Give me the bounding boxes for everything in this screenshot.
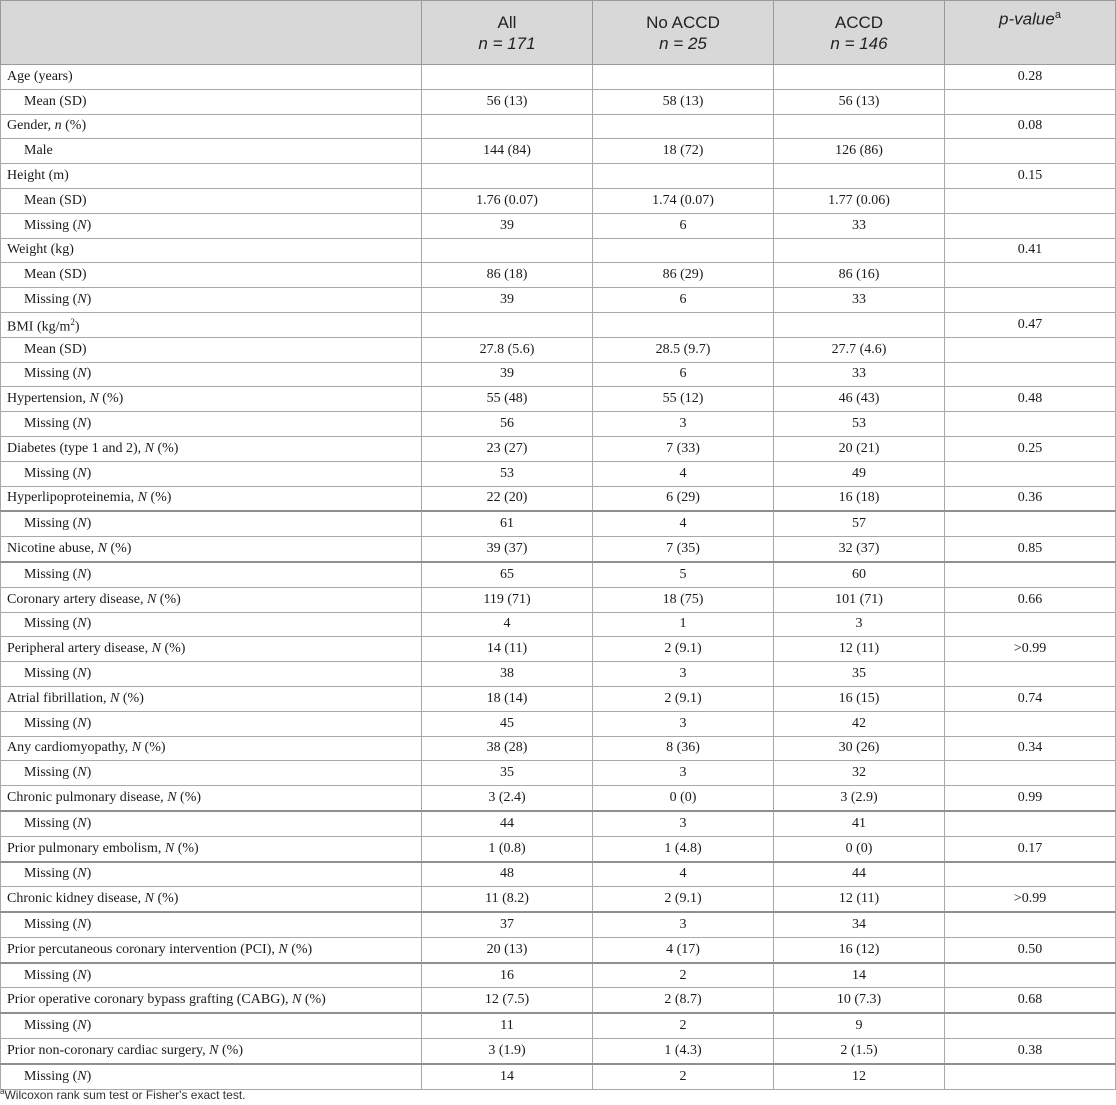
cell-all: 14 xyxy=(422,1064,593,1089)
cell-no-accd: 3 xyxy=(593,711,774,736)
cell-accd xyxy=(774,238,945,263)
header-no-accd-label: No ACCD xyxy=(646,12,720,32)
row-label: Missing (N) xyxy=(1,1064,422,1089)
table-row xyxy=(1,263,1116,288)
table-row xyxy=(1,337,1116,362)
cell-no-accd: 2 xyxy=(593,1013,774,1038)
cell-no-accd: 2 (9.1) xyxy=(593,887,774,912)
cell-accd xyxy=(774,114,945,139)
row-label: Male xyxy=(1,139,422,164)
cell-no-accd: 3 xyxy=(593,412,774,437)
cell-all: 53 xyxy=(422,461,593,486)
row-label: Missing (N) xyxy=(1,213,422,238)
cell-p-value xyxy=(945,337,1116,362)
cell-accd: 30 (26) xyxy=(774,736,945,761)
row-label: Mean (SD) xyxy=(1,337,422,362)
row-label: Missing (N) xyxy=(1,288,422,313)
cell-p-value xyxy=(945,711,1116,736)
cell-accd: 56 (13) xyxy=(774,89,945,114)
row-label: Chronic pulmonary disease, N (%) xyxy=(1,786,422,811)
cell-all xyxy=(422,312,593,337)
cell-all: 48 xyxy=(422,862,593,887)
cell-accd: 2 (1.5) xyxy=(774,1039,945,1064)
cell-accd: 32 xyxy=(774,761,945,786)
table-row xyxy=(1,1064,1116,1089)
cell-no-accd: 6 (29) xyxy=(593,486,774,511)
row-label: Missing (N) xyxy=(1,761,422,786)
cell-p-value xyxy=(945,263,1116,288)
cell-p-value xyxy=(945,139,1116,164)
cell-all: 55 (48) xyxy=(422,387,593,412)
cell-p-value: 0.85 xyxy=(945,537,1116,562)
header-p-mark: a xyxy=(1054,9,1061,21)
row-label: Prior non-coronary cardiac surgery, N (%) xyxy=(1,1039,422,1064)
table-row xyxy=(1,587,1116,612)
cell-accd: 35 xyxy=(774,662,945,687)
row-label: Missing (N) xyxy=(1,461,422,486)
cell-no-accd xyxy=(593,312,774,337)
table-row xyxy=(1,461,1116,486)
table-row xyxy=(1,736,1116,761)
cell-accd: 86 (16) xyxy=(774,263,945,288)
row-label: Missing (N) xyxy=(1,612,422,637)
row-label: Missing (N) xyxy=(1,412,422,437)
row-label: Missing (N) xyxy=(1,511,422,536)
cell-accd: 57 xyxy=(774,511,945,536)
cell-p-value xyxy=(945,461,1116,486)
table-row xyxy=(1,114,1116,139)
cell-no-accd xyxy=(593,65,774,90)
row-label: Prior percutaneous coronary intervention (PCI), N (%) xyxy=(1,937,422,962)
cell-all: 23 (27) xyxy=(422,436,593,461)
cell-accd: 20 (21) xyxy=(774,436,945,461)
cell-no-accd: 7 (35) xyxy=(593,537,774,562)
cell-no-accd: 58 (13) xyxy=(593,89,774,114)
cell-p-value xyxy=(945,912,1116,937)
cell-no-accd: 2 (9.1) xyxy=(593,637,774,662)
row-label: Missing (N) xyxy=(1,711,422,736)
cell-accd: 49 xyxy=(774,461,945,486)
cell-no-accd: 5 xyxy=(593,562,774,587)
cell-accd: 12 (11) xyxy=(774,637,945,662)
cell-all: 3 (2.4) xyxy=(422,786,593,811)
header-all-label: All xyxy=(497,12,517,32)
cell-p-value: >0.99 xyxy=(945,887,1116,912)
cell-p-value: 0.68 xyxy=(945,988,1116,1013)
table-row xyxy=(1,963,1116,988)
cell-no-accd: 3 xyxy=(593,761,774,786)
cell-accd: 0 (0) xyxy=(774,836,945,861)
cell-p-value xyxy=(945,511,1116,536)
cell-accd: 12 (11) xyxy=(774,887,945,912)
cell-accd: 12 xyxy=(774,1064,945,1089)
cell-accd xyxy=(774,164,945,189)
table-row xyxy=(1,988,1116,1013)
table-row xyxy=(1,786,1116,811)
cell-no-accd: 2 xyxy=(593,1064,774,1089)
cell-no-accd: 4 xyxy=(593,461,774,486)
row-label: Prior operative coronary bypass grafting (CABG), N (%) xyxy=(1,988,422,1013)
table-header-row xyxy=(1,1,1116,65)
row-label: Missing (N) xyxy=(1,811,422,836)
cell-no-accd: 6 xyxy=(593,213,774,238)
cell-no-accd: 6 xyxy=(593,288,774,313)
cell-accd: 33 xyxy=(774,288,945,313)
cell-accd: 60 xyxy=(774,562,945,587)
header-accd-label: ACCD xyxy=(834,12,884,32)
cell-all: 14 (11) xyxy=(422,637,593,662)
row-label: Prior pulmonary embolism, N (%) xyxy=(1,836,422,861)
cell-all: 18 (14) xyxy=(422,686,593,711)
cell-no-accd: 3 xyxy=(593,662,774,687)
table-row xyxy=(1,511,1116,536)
cell-accd xyxy=(774,65,945,90)
cell-all: 20 (13) xyxy=(422,937,593,962)
table-row xyxy=(1,1013,1116,1038)
cell-p-value: 0.48 xyxy=(945,387,1116,412)
table-row xyxy=(1,89,1116,114)
cell-all: 27.8 (5.6) xyxy=(422,337,593,362)
table-row xyxy=(1,912,1116,937)
header-accd xyxy=(774,1,945,65)
cell-p-value: >0.99 xyxy=(945,637,1116,662)
table-row xyxy=(1,612,1116,637)
cell-no-accd xyxy=(593,114,774,139)
cell-no-accd: 1.74 (0.07) xyxy=(593,188,774,213)
cell-p-value xyxy=(945,362,1116,387)
cell-all: 61 xyxy=(422,511,593,536)
cell-p-value xyxy=(945,412,1116,437)
cell-accd: 9 xyxy=(774,1013,945,1038)
cell-accd: 101 (71) xyxy=(774,587,945,612)
row-label: Gender, n (%) xyxy=(1,114,422,139)
footnote-text: Wilcoxon rank sum test or Fisher's exact test. xyxy=(4,1088,246,1102)
cell-p-value xyxy=(945,288,1116,313)
row-label: Hypertension, N (%) xyxy=(1,387,422,412)
table-row xyxy=(1,637,1116,662)
cell-all: 144 (84) xyxy=(422,139,593,164)
cell-p-value: 0.41 xyxy=(945,238,1116,263)
cell-p-value: 0.08 xyxy=(945,114,1116,139)
cell-p-value: 0.47 xyxy=(945,312,1116,337)
cell-no-accd: 8 (36) xyxy=(593,736,774,761)
cell-accd: 34 xyxy=(774,912,945,937)
cell-accd: 14 xyxy=(774,963,945,988)
cell-all: 38 (28) xyxy=(422,736,593,761)
table-row xyxy=(1,139,1116,164)
cell-all: 11 xyxy=(422,1013,593,1038)
cell-all xyxy=(422,238,593,263)
cell-all: 65 xyxy=(422,562,593,587)
header-variable xyxy=(1,1,422,65)
table-row xyxy=(1,537,1116,562)
cell-no-accd: 86 (29) xyxy=(593,263,774,288)
table-row xyxy=(1,1039,1116,1064)
cell-no-accd: 4 (17) xyxy=(593,937,774,962)
row-label: Weight (kg) xyxy=(1,238,422,263)
cell-all: 4 xyxy=(422,612,593,637)
cell-no-accd: 4 xyxy=(593,511,774,536)
table-row xyxy=(1,436,1116,461)
cell-no-accd: 0 (0) xyxy=(593,786,774,811)
cell-all: 39 xyxy=(422,362,593,387)
cell-all: 119 (71) xyxy=(422,587,593,612)
cell-all: 56 (13) xyxy=(422,89,593,114)
cell-all: 38 xyxy=(422,662,593,687)
header-all-n: n = 171 xyxy=(478,33,536,53)
cell-accd: 44 xyxy=(774,862,945,887)
table-row xyxy=(1,711,1116,736)
cell-all: 39 xyxy=(422,288,593,313)
cell-accd: 42 xyxy=(774,711,945,736)
cell-accd: 16 (15) xyxy=(774,686,945,711)
cell-all xyxy=(422,114,593,139)
table-row xyxy=(1,562,1116,587)
row-label: Missing (N) xyxy=(1,662,422,687)
cell-p-value: 0.25 xyxy=(945,436,1116,461)
row-label: Diabetes (type 1 and 2), N (%) xyxy=(1,436,422,461)
header-p-value xyxy=(945,1,1116,65)
cell-p-value xyxy=(945,612,1116,637)
table-row xyxy=(1,213,1116,238)
cell-no-accd: 4 xyxy=(593,862,774,887)
cell-accd: 3 (2.9) xyxy=(774,786,945,811)
cell-all: 16 xyxy=(422,963,593,988)
table-row xyxy=(1,761,1116,786)
cell-no-accd: 18 (75) xyxy=(593,587,774,612)
cell-p-value: 0.17 xyxy=(945,836,1116,861)
cell-accd: 10 (7.3) xyxy=(774,988,945,1013)
cell-p-value xyxy=(945,213,1116,238)
table-row xyxy=(1,312,1116,337)
cell-no-accd xyxy=(593,164,774,189)
cell-p-value xyxy=(945,1064,1116,1089)
cell-all: 35 xyxy=(422,761,593,786)
cell-all: 1 (0.8) xyxy=(422,836,593,861)
cell-accd: 16 (18) xyxy=(774,486,945,511)
row-label: Missing (N) xyxy=(1,912,422,937)
cell-no-accd: 7 (33) xyxy=(593,436,774,461)
cell-accd: 33 xyxy=(774,213,945,238)
cell-no-accd: 3 xyxy=(593,811,774,836)
cell-p-value: 0.99 xyxy=(945,786,1116,811)
cell-accd xyxy=(774,312,945,337)
cell-all: 39 xyxy=(422,213,593,238)
table-row xyxy=(1,811,1116,836)
cell-all xyxy=(422,65,593,90)
cell-p-value: 0.38 xyxy=(945,1039,1116,1064)
cell-accd: 41 xyxy=(774,811,945,836)
cell-no-accd: 6 xyxy=(593,362,774,387)
cell-p-value xyxy=(945,562,1116,587)
cell-p-value: 0.66 xyxy=(945,587,1116,612)
table-row xyxy=(1,188,1116,213)
cell-no-accd: 2 (9.1) xyxy=(593,686,774,711)
table-row xyxy=(1,238,1116,263)
table-row xyxy=(1,362,1116,387)
row-label: BMI $(kg/m^2)$ xyxy=(1,312,422,337)
table-row xyxy=(1,836,1116,861)
table-body xyxy=(1,65,1116,1090)
row-label: Missing (N) xyxy=(1,362,422,387)
cell-all: 56 xyxy=(422,412,593,437)
cell-all: 45 xyxy=(422,711,593,736)
cell-p-value xyxy=(945,188,1116,213)
header-no-accd-n: n = 25 xyxy=(659,33,707,53)
row-label: Coronary artery disease, N (%) xyxy=(1,587,422,612)
header-no-accd xyxy=(593,1,774,65)
cell-all: 1.76 (0.07) xyxy=(422,188,593,213)
cell-accd: 53 xyxy=(774,412,945,437)
row-label: Mean (SD) xyxy=(1,89,422,114)
cell-p-value xyxy=(945,662,1116,687)
cell-all xyxy=(422,164,593,189)
table-row xyxy=(1,412,1116,437)
row-label: Atrial fibrillation, N (%) xyxy=(1,686,422,711)
header-accd-n: n = 146 xyxy=(830,33,888,53)
row-label: Mean (SD) xyxy=(1,263,422,288)
cell-p-value xyxy=(945,963,1116,988)
table-row xyxy=(1,65,1116,90)
cell-all: 44 xyxy=(422,811,593,836)
cell-p-value: 0.34 xyxy=(945,736,1116,761)
cell-no-accd: 1 (4.8) xyxy=(593,836,774,861)
cell-p-value: 0.15 xyxy=(945,164,1116,189)
cell-accd: 3 xyxy=(774,612,945,637)
cell-accd: 33 xyxy=(774,362,945,387)
cell-all: 12 (7.5) xyxy=(422,988,593,1013)
cell-no-accd: 1 xyxy=(593,612,774,637)
row-label: Mean (SD) xyxy=(1,188,422,213)
footnote xyxy=(0,1087,245,1102)
cell-accd: 16 (12) xyxy=(774,937,945,962)
table-row xyxy=(1,862,1116,887)
row-label: Nicotine abuse, N (%) xyxy=(1,537,422,562)
cell-p-value: 0.74 xyxy=(945,686,1116,711)
cell-p-value xyxy=(945,761,1116,786)
cell-p-value: 0.28 xyxy=(945,65,1116,90)
cell-all: 39 (37) xyxy=(422,537,593,562)
cell-accd: 46 (43) xyxy=(774,387,945,412)
cell-no-accd: 2 (8.7) xyxy=(593,988,774,1013)
cell-p-value xyxy=(945,1013,1116,1038)
cell-all: 11 (8.2) xyxy=(422,887,593,912)
cell-all: 22 (20) xyxy=(422,486,593,511)
cell-accd: 126 (86) xyxy=(774,139,945,164)
header-p-label: p-value xyxy=(999,9,1055,29)
header-all xyxy=(422,1,593,65)
cell-no-accd: 28.5 (9.7) xyxy=(593,337,774,362)
cell-p-value: 0.36 xyxy=(945,486,1116,511)
cell-no-accd: 3 xyxy=(593,912,774,937)
cell-no-accd: 55 (12) xyxy=(593,387,774,412)
cell-no-accd: 2 xyxy=(593,963,774,988)
footnote-mark: a xyxy=(0,1087,5,1096)
table-row xyxy=(1,387,1116,412)
cell-all: 37 xyxy=(422,912,593,937)
row-label: Chronic kidney disease, N (%) xyxy=(1,887,422,912)
table-row xyxy=(1,486,1116,511)
table-row xyxy=(1,887,1116,912)
cell-accd: 1.77 (0.06) xyxy=(774,188,945,213)
cell-p-value xyxy=(945,862,1116,887)
table-row xyxy=(1,686,1116,711)
table-row xyxy=(1,164,1116,189)
cell-accd: 32 (37) xyxy=(774,537,945,562)
row-label: Missing (N) xyxy=(1,963,422,988)
cell-no-accd: 18 (72) xyxy=(593,139,774,164)
cell-p-value: 0.50 xyxy=(945,937,1116,962)
cell-p-value xyxy=(945,811,1116,836)
row-label: Missing (N) xyxy=(1,1013,422,1038)
cell-no-accd xyxy=(593,238,774,263)
cell-p-value xyxy=(945,89,1116,114)
row-label: Missing (N) xyxy=(1,862,422,887)
row-label: Any cardiomyopathy, N (%) xyxy=(1,736,422,761)
row-label: Height (m) xyxy=(1,164,422,189)
cell-no-accd: 1 (4.3) xyxy=(593,1039,774,1064)
table-row xyxy=(1,937,1116,962)
cell-all: 3 (1.9) xyxy=(422,1039,593,1064)
table-row xyxy=(1,288,1116,313)
cell-all: 86 (18) xyxy=(422,263,593,288)
row-label: Hyperlipoproteinemia, N (%) xyxy=(1,486,422,511)
row-label: Peripheral artery disease, N (%) xyxy=(1,637,422,662)
row-label: Age (years) xyxy=(1,65,422,90)
cell-accd: 27.7 (4.6) xyxy=(774,337,945,362)
table-row xyxy=(1,662,1116,687)
row-label: Missing (N) xyxy=(1,562,422,587)
